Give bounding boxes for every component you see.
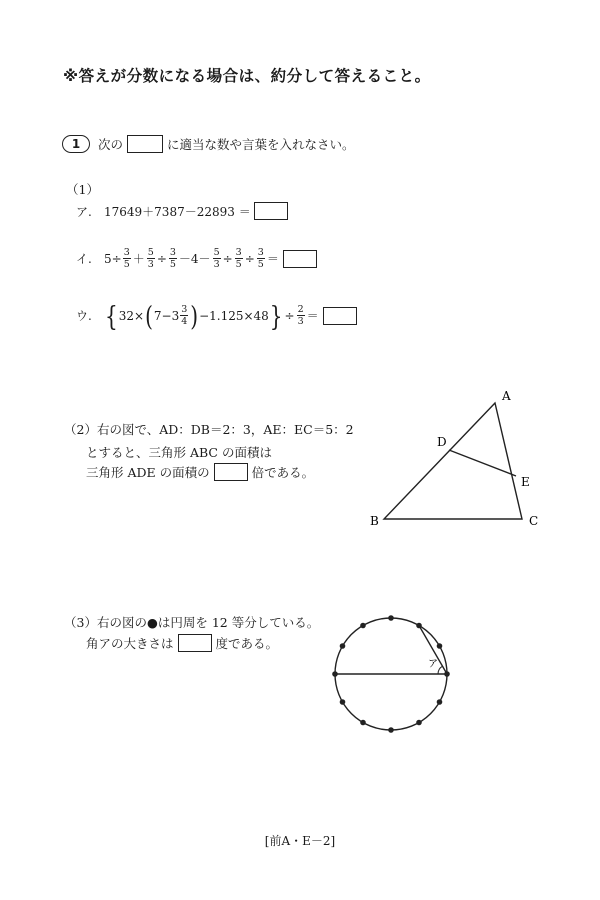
item-i-fraction-6 — [257, 247, 265, 270]
part-2-line-3 — [86, 463, 314, 481]
denominator: 3 — [213, 259, 220, 270]
question-1-header — [62, 135, 354, 153]
item-u-op-divide: ÷ — [284, 308, 295, 323]
numerator: 3 — [181, 304, 188, 315]
circle-dot — [360, 623, 366, 629]
item-u-equals: ＝ — [306, 309, 319, 323]
circle-dot — [416, 623, 422, 629]
paren-close: ) — [190, 299, 199, 332]
denominator: 4 — [181, 316, 188, 327]
circle-dot — [388, 727, 394, 733]
item-i-fraction-4 — [213, 247, 221, 270]
vertex-label-b: B — [370, 514, 379, 528]
item-i-op-5: ÷ — [244, 251, 255, 266]
item-u-fraction-2 — [297, 304, 305, 327]
part-3-label: （3） — [64, 615, 97, 630]
item-a-expression: 17649＋7387－22893 ＝ — [104, 204, 251, 219]
brace-open: { — [105, 299, 118, 332]
denominator: 3 — [147, 259, 154, 270]
paren-open: ( — [145, 299, 153, 332]
item-i-op-1: ＋ — [132, 252, 145, 266]
item-u-term-1: 32× — [118, 308, 145, 323]
denominator: 3 — [297, 316, 304, 327]
notice-heading: ※答えが分数になる場合は、約分して答えること。 — [63, 67, 431, 85]
item-i-fraction-2 — [147, 247, 155, 270]
circle-dot — [360, 720, 366, 726]
item-i-op-2: ÷ — [156, 251, 167, 266]
numerator: 5 — [213, 247, 220, 258]
item-u-label: ウ. — [76, 309, 92, 323]
circle-dot — [416, 720, 422, 726]
item-u-fraction-1 — [180, 304, 188, 327]
answer-box-2[interactable] — [214, 463, 248, 481]
vertex-label-a: A — [502, 389, 511, 403]
part-2-line-1 — [64, 420, 354, 438]
instruction-post: に適当な数や言葉を入れなさい。 — [166, 137, 355, 152]
part-2-line-2: とすると、三角形 ABC の面積は — [86, 445, 272, 460]
item-i-op-3: －4－ — [178, 252, 211, 266]
denominator: 5 — [235, 259, 242, 270]
circle-dot — [444, 671, 450, 677]
item-i-label: イ. — [76, 252, 92, 266]
part-2-text-3-pre: 三角形 ADE の面積の — [86, 465, 210, 480]
part-2-text-1: 右の図で、AD：DB＝2：3，AE：EC＝5：2 — [96, 422, 354, 437]
circle-dot — [332, 671, 338, 677]
circle-dot — [340, 643, 346, 649]
answer-box-a[interactable] — [254, 202, 288, 220]
item-i-op-4: ÷ — [222, 251, 233, 266]
circle-dot — [437, 643, 443, 649]
item-a — [76, 202, 288, 220]
part-3-line-1 — [64, 613, 319, 631]
example-answer-box — [127, 135, 163, 153]
circle-dot — [437, 699, 443, 705]
part-3-line-2 — [86, 634, 278, 652]
angle-arc — [438, 666, 443, 674]
circle-dot — [388, 615, 394, 621]
item-a-label: ア. — [76, 204, 92, 219]
vertex-label-d: D — [437, 435, 447, 449]
numerator: 5 — [147, 247, 154, 258]
triangle-abc — [384, 403, 522, 519]
answer-box-u[interactable] — [323, 307, 357, 325]
denominator: 5 — [257, 259, 264, 270]
item-i — [76, 247, 317, 270]
item-i-equals: ＝ — [266, 252, 279, 266]
segment-de — [449, 450, 516, 476]
part-3-text-2-post: 度である。 — [215, 636, 278, 651]
numerator: 3 — [257, 247, 264, 258]
part-3-text-2-pre: 角アの大きさは — [86, 636, 174, 651]
circle-figure — [320, 605, 470, 745]
numerator: 3 — [123, 247, 130, 258]
angle-label-a: ア — [428, 659, 438, 670]
item-i-fraction-3 — [169, 247, 177, 270]
answer-box-3[interactable] — [178, 634, 212, 652]
instruction-pre: 次の — [97, 137, 123, 152]
item-u — [76, 299, 357, 332]
item-i-fraction-1 — [123, 247, 131, 270]
triangle-figure — [360, 380, 560, 540]
question-number-badge: 1 — [62, 135, 90, 153]
item-i-term-1: 5÷ — [104, 251, 122, 266]
numerator: 2 — [297, 304, 304, 315]
answer-box-i[interactable] — [283, 250, 317, 268]
part-1-label: （1） — [66, 182, 99, 197]
brace-close: } — [269, 299, 283, 332]
part-3-text-1: 右の図の●は円周を 12 等分している。 — [96, 615, 320, 630]
denominator: 5 — [123, 259, 130, 270]
item-u-term-3: −1.125×48 — [199, 308, 269, 323]
item-i-fraction-5 — [235, 247, 243, 270]
circle-dot — [340, 699, 346, 705]
part-2-label: （2） — [64, 422, 97, 437]
vertex-label-c: C — [529, 514, 539, 528]
numerator: 3 — [169, 247, 176, 258]
part-2-text-3-post: 倍である。 — [251, 465, 315, 480]
denominator: 5 — [169, 259, 176, 270]
page-footer: [前A・E－2] — [264, 834, 336, 848]
numerator: 3 — [235, 247, 242, 258]
item-u-term-2: 7−3 — [153, 308, 180, 323]
vertex-label-e: E — [521, 475, 530, 489]
